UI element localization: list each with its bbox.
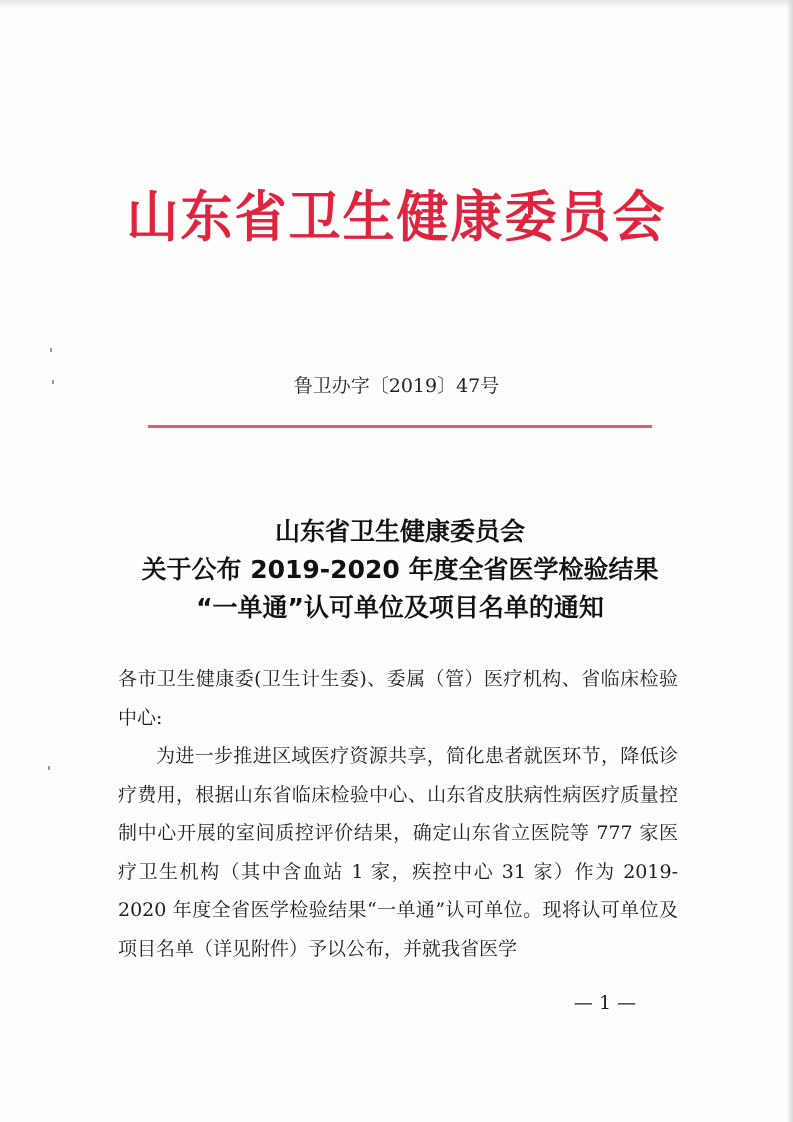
scan-speck [50, 348, 52, 352]
page-number: — 1 — [573, 992, 637, 1014]
issuer-red-header: 山东省卫生健康委员会 [126, 186, 667, 250]
document-body [118, 660, 678, 968]
scan-shadow-top [0, 0, 793, 8]
scan-shadow-right [787, 0, 793, 1122]
body-paragraph: 为进一步推进区域医疗资源共享，简化患者就医环节，降低诊疗费用，根据山东省临床检验中心、山东省皮肤病性病医疗质量控制中心开展的室间质控评价结果，确定山东省立医院等 777 家医疗卫生机构（其中含血站 1 家，疾控中心 31 家）作为 2019-2020 年度全省医学检验结果“一单通”认可单位。现将认可单位及项目名单（详见附件）予以公布，并就我省医学 [118, 745, 678, 960]
title-line: 山东省卫生健康委员会 [274, 517, 525, 546]
title-line: “一单通”认可单位及项目名单的通知 [196, 593, 604, 622]
recipients-line: 各市卫生健康委(卫生计生委)、委属（管）医疗机构、省临床检验中心: [118, 668, 678, 729]
title-line: 关于公布 2019-2020 年度全省医学检验结果 [141, 555, 659, 584]
document-title [110, 513, 690, 627]
scan-speck [48, 766, 50, 770]
red-divider-line [148, 425, 652, 428]
document-number: 鲁卫办字〔2019〕47号 [293, 375, 500, 397]
